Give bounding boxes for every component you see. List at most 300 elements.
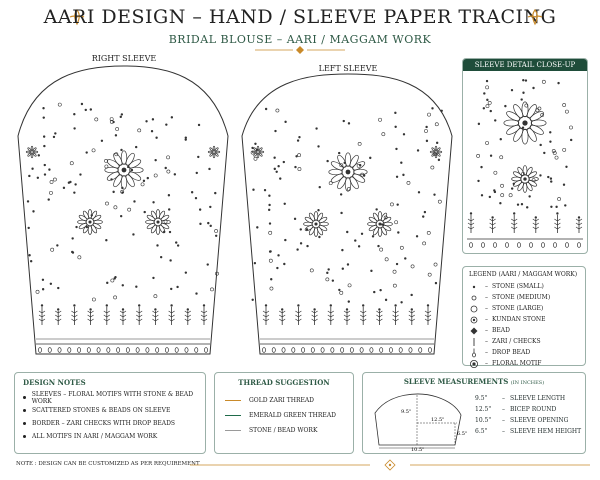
legend-item (469, 336, 579, 347)
footer-note: NOTE : DESIGN CAN BE CUSTOMIZED AS PER REQUIREMENT (16, 461, 200, 467)
legend-item (469, 358, 579, 369)
scatter-stone (70, 162, 73, 165)
design-note-item (23, 430, 197, 443)
legend-item-label: BEAD (492, 327, 510, 334)
scatter-stone (346, 231, 348, 233)
floral-motif (504, 102, 546, 144)
scatter-stone (44, 164, 46, 166)
measurement-item (475, 428, 581, 439)
scatter-stone (73, 113, 75, 115)
scatter-stone (58, 103, 61, 106)
scatter-stone (438, 159, 440, 161)
scatter-stone (115, 134, 117, 136)
measurement-item (475, 406, 581, 417)
scatter-stone (168, 194, 170, 196)
page-subtitle: BRIDAL BLOUSE – AARI / MAGGAM WORK (168, 33, 432, 46)
scatter-stone (43, 107, 45, 109)
legend-item (469, 325, 579, 336)
scatter-stone (434, 194, 436, 196)
scatter-stone (44, 174, 46, 176)
scatter-stone (342, 268, 344, 270)
scatter-stone (436, 142, 438, 144)
scatter-stone (494, 119, 496, 121)
scatter-stone (252, 299, 254, 301)
scatter-stone (348, 301, 350, 303)
scatter-stone (157, 245, 159, 247)
scatter-stone (49, 169, 51, 171)
drop-bead-row (262, 348, 431, 353)
scatter-stone (53, 136, 55, 138)
scatter-stone (396, 176, 398, 178)
scatter-stone (404, 258, 406, 260)
scatter-stone (403, 133, 405, 135)
scatter-stone (564, 205, 566, 207)
scatter-stone (396, 148, 398, 150)
measurement-value: 10.5" (475, 417, 492, 424)
design-note-text: SCATTERED STONES & BEADS ON SLEEVE (32, 407, 171, 414)
scatter-stone (565, 110, 568, 113)
legend-item (469, 347, 579, 358)
scatter-stone (424, 129, 427, 132)
legend-dash: – (485, 283, 488, 290)
scatter-stone (338, 152, 340, 154)
scatter-stone (341, 249, 343, 251)
scatter-stone (120, 215, 122, 217)
scatter-stone (376, 209, 378, 211)
sleeve-detail-title: SLEEVE DETAIL CLOSE-UP (463, 59, 587, 71)
measurements-unit: (IN INCHES) (510, 380, 545, 386)
scatter-stone (540, 175, 542, 177)
floral-motif (105, 151, 143, 189)
stone-small-icon (469, 282, 479, 292)
scatter-stone (138, 129, 141, 132)
scatter-stone (500, 156, 503, 159)
subtitle-ornament-divider (255, 46, 345, 54)
legend-dash: – (485, 305, 488, 312)
floral-motif (368, 212, 393, 237)
measurement-label: BICEP ROUND (510, 406, 557, 413)
bullet-icon (23, 422, 26, 425)
scatter-stone (393, 270, 396, 273)
scatter-stone (169, 231, 171, 233)
scatter-stone (50, 283, 52, 285)
right-sleeve-tracing (14, 64, 232, 366)
scatter-stone (522, 79, 524, 81)
design-notes-panel (14, 372, 206, 454)
scatter-stone (385, 258, 388, 261)
legend-item-label: DROP BEAD (492, 349, 531, 356)
scatter-stone (483, 93, 485, 95)
scatter-stone (154, 295, 157, 298)
scatter-stone (372, 235, 374, 237)
scatter-stone (422, 216, 424, 218)
scatter-stone (276, 171, 278, 173)
design-note-text: SLEEVES – FLORAL MOTIFS WITH STONE & BEAD WORK (31, 390, 194, 405)
scatter-stone (424, 211, 426, 213)
scatter-stone (133, 234, 135, 236)
design-note-item (23, 417, 197, 430)
legend-item-label: ZARI / CHECKS (492, 338, 541, 345)
scatter-stone (403, 174, 405, 176)
measurement-label: SLEEVE OPENING (510, 417, 569, 424)
scatter-stone (298, 167, 301, 170)
measurement-item (475, 395, 581, 406)
scatter-stone (270, 251, 272, 253)
scatter-stone (397, 204, 399, 206)
scatter-stone (407, 181, 410, 184)
scatter-stone (485, 141, 488, 144)
scatter-stone (478, 180, 480, 182)
scatter-stone (316, 128, 318, 130)
bullet-icon (23, 409, 26, 412)
scatter-stone (191, 191, 193, 193)
scatter-stone (171, 116, 173, 118)
bullet-icon (23, 435, 26, 438)
scatter-stone (42, 279, 44, 281)
scatter-stone (155, 159, 157, 161)
scatter-stone (185, 139, 187, 141)
scatter-stone (431, 166, 434, 169)
scatter-stone (385, 299, 387, 301)
right-sleeve-label: RIGHT SLEEVE (91, 54, 157, 63)
scatter-stone (553, 151, 556, 154)
scatter-stone (90, 109, 92, 111)
scatter-stone (296, 155, 298, 157)
scatter-stone (141, 183, 144, 186)
scatter-stone (521, 203, 523, 205)
scatter-stone (199, 209, 201, 211)
scatter-stone (210, 288, 213, 291)
scatter-stone (426, 140, 428, 142)
scatter-stone (517, 204, 519, 206)
measurements-title: SLEEVE MEASUREMENTS (403, 377, 509, 386)
scatter-stone (168, 209, 170, 211)
floral-motif (430, 146, 442, 158)
scatter-stone (298, 154, 301, 157)
sleeve-measurement-diagram (369, 387, 468, 453)
thread-item (225, 393, 343, 408)
measurement-value: 6.5" (475, 428, 488, 435)
scatter-stone (53, 178, 56, 181)
scatter-stone (490, 155, 492, 157)
scatter-stone (153, 277, 155, 279)
scatter-stone (558, 82, 560, 84)
scatter-stone (300, 229, 302, 231)
scatter-stone (81, 103, 83, 105)
scatter-stone (566, 166, 568, 168)
scatter-stone (196, 293, 198, 295)
scatter-stone (198, 124, 200, 126)
scatter-stone (341, 212, 343, 214)
scatter-stone (70, 181, 72, 183)
scatter-stone (207, 264, 209, 266)
thread-color-swatch (225, 415, 241, 416)
scatter-stone (75, 184, 77, 186)
scatter-stone (175, 242, 177, 244)
legend-dash: – (485, 338, 488, 345)
scatter-stone (428, 273, 431, 276)
scatter-stone (400, 162, 402, 164)
scatter-stone (122, 192, 124, 194)
scatter-stone (526, 206, 528, 208)
scatter-stone (27, 201, 29, 203)
scatter-stone (499, 202, 501, 204)
thread-label: GOLD ZARI THREAD (249, 397, 314, 404)
scatter-stone (209, 168, 211, 170)
left-sleeve-tracing (238, 72, 456, 366)
scatter-stone (318, 146, 320, 148)
legend-item (469, 281, 579, 292)
scatter-stone (397, 232, 399, 234)
legend-panel (462, 266, 586, 366)
design-note-text: ALL MOTIFS IN AARI / MAGGAM WORK (32, 433, 158, 440)
bead-icon (469, 326, 479, 336)
scatter-stone (274, 168, 276, 170)
scatter-stone (275, 130, 277, 132)
scatter-stone (563, 148, 566, 151)
legend-item-label: KUNDAN STONE (492, 316, 546, 323)
scatter-stone (380, 248, 383, 251)
scatter-stone (270, 278, 272, 280)
scatter-stone (326, 272, 328, 274)
measurement-label: SLEEVE LENGTH (510, 395, 566, 402)
scatter-stone (177, 245, 179, 247)
scatter-stone (504, 105, 506, 107)
legend-dash: – (485, 360, 488, 367)
scatter-stone (101, 140, 103, 142)
scatter-stone (481, 194, 483, 196)
scatter-stone (215, 235, 217, 237)
scatter-stone (378, 118, 381, 121)
design-note-text: BORDER – ZARI CHECKS WITH DROP BEADS (32, 420, 175, 427)
scatter-stone (543, 152, 545, 154)
scatter-stone (326, 278, 329, 281)
sleeve-detail-panel (462, 58, 588, 254)
scatter-stone (105, 239, 107, 241)
scatter-stone (144, 211, 146, 213)
scatter-stone (417, 150, 419, 152)
scatter-stone (49, 191, 52, 194)
scatter-stone (278, 165, 280, 167)
legend-title: LEGEND (AARI / MAGGAM WORK) (469, 271, 578, 278)
scatter-stone (252, 147, 254, 149)
thread-color-swatch (225, 430, 241, 431)
scatter-stone (382, 133, 385, 136)
zari-check-icon (469, 337, 479, 347)
scatter-stone (86, 226, 88, 228)
scatter-stone (270, 287, 273, 290)
scatter-stone (134, 201, 136, 203)
scatter-stone (550, 178, 552, 180)
scatter-stone (393, 284, 396, 287)
scatter-stone (540, 144, 542, 146)
scatter-stone (51, 248, 54, 251)
thread-label: EMERALD GREEN THREAD (249, 412, 336, 419)
footer-ornament-divider (190, 460, 590, 470)
floral-motif (329, 153, 367, 191)
scatter-stone (207, 222, 209, 224)
scatter-stone (486, 105, 489, 108)
scatter-stone (200, 223, 202, 225)
scatter-stone (167, 170, 170, 173)
scatter-stone (106, 282, 108, 284)
scatter-stone (285, 121, 287, 123)
scatter-stone (299, 136, 301, 138)
scatter-stone (254, 157, 257, 160)
scatter-stone (361, 233, 363, 235)
scatter-stone (426, 126, 428, 128)
sleeve-detail-drawing (463, 71, 587, 251)
scatter-stone (411, 265, 414, 268)
legend-dash: – (485, 316, 488, 323)
scatter-stone (185, 272, 187, 274)
scatter-stone (380, 289, 382, 291)
scatter-stone (210, 225, 212, 227)
scatter-stone (214, 192, 216, 194)
scatter-stone (153, 201, 155, 203)
legend-item-label: FLORAL MOTIF (492, 360, 542, 367)
scatter-stone (269, 223, 271, 225)
scatter-stone (486, 99, 488, 101)
scatter-stone (297, 249, 299, 251)
diagram-hem-label: 6.5" (457, 431, 468, 437)
scatter-stone (152, 118, 154, 120)
diagram-bicep-label: 12.5" (431, 417, 445, 423)
scatter-stone (113, 296, 116, 299)
scatter-stone (72, 237, 74, 239)
scatter-stone (196, 172, 198, 174)
scatter-stone (358, 245, 360, 247)
scatter-stone (264, 189, 266, 191)
scatter-stone (121, 149, 123, 151)
stone-large-icon (469, 304, 479, 314)
scatter-stone (570, 139, 572, 141)
scatter-stone (254, 262, 256, 264)
scatter-stone (358, 142, 361, 145)
bullet-icon (23, 396, 26, 399)
scatter-stone (50, 180, 53, 183)
scatter-stone (105, 202, 108, 205)
scatter-stone (423, 242, 426, 245)
thread-item (225, 423, 343, 438)
scatter-stone (294, 218, 296, 220)
scatter-stone (521, 99, 523, 101)
scatter-stone (56, 245, 58, 247)
scatter-stone (486, 80, 488, 82)
legend-item-label: STONE (MEDIUM) (492, 294, 551, 301)
floral-motif (26, 146, 38, 158)
scatter-stone (284, 203, 286, 205)
scatter-stone (121, 114, 123, 116)
left-sleeve-label: LEFT SLEEVE (318, 64, 378, 73)
scatter-stone (80, 174, 82, 176)
scatter-stone (395, 126, 397, 128)
drop-bead-row (38, 348, 207, 353)
scatter-stone (36, 290, 39, 293)
scatter-stone (28, 175, 30, 177)
scatter-stone (538, 107, 541, 110)
zari-border (263, 304, 431, 325)
scatter-stone (501, 194, 504, 197)
scatter-stone (427, 113, 430, 116)
legend-item-label: STONE (LARGE) (492, 305, 544, 312)
scatter-stone (63, 187, 65, 189)
thread-item (225, 408, 343, 423)
scatter-stone (343, 120, 345, 122)
scatter-stone (569, 126, 572, 129)
scatter-stone (253, 189, 255, 191)
kundan-stone-icon (469, 315, 479, 325)
scatter-stone (30, 260, 32, 262)
scatter-stone (78, 256, 81, 259)
scatter-stone (185, 137, 187, 139)
scatter-stone (122, 284, 124, 286)
zari-border (39, 304, 207, 325)
scatter-stone (369, 157, 371, 159)
scatter-stone (382, 224, 384, 226)
measurement-dash: – (502, 428, 505, 435)
scatter-stone (418, 191, 420, 193)
scatter-stone (37, 177, 39, 179)
scatter-stone (552, 149, 555, 152)
scatter-stone (435, 123, 438, 126)
scatter-stone (488, 101, 491, 104)
scatter-stone (92, 298, 95, 301)
scatter-stone (151, 130, 153, 132)
scatter-stone (214, 229, 217, 232)
scatter-stone (434, 263, 437, 266)
scatter-stone (269, 259, 272, 262)
scatter-stone (441, 110, 443, 112)
measurement-item (475, 417, 581, 428)
scatter-stone (509, 194, 512, 197)
scatter-stone (48, 199, 50, 201)
scatter-stone (478, 123, 480, 125)
scatter-stone (511, 188, 513, 190)
scatter-stone (128, 208, 131, 211)
measurement-dash: – (502, 417, 505, 424)
scatter-stone (340, 291, 343, 294)
scatter-stone (135, 286, 137, 288)
scatter-stone (332, 280, 334, 282)
scatter-stone (435, 282, 437, 284)
design-note-item (23, 404, 197, 417)
legend-dash: – (485, 327, 488, 334)
floral-motif-icon (469, 359, 479, 369)
legend-item (469, 292, 579, 303)
scatter-stone (71, 251, 73, 253)
scatter-stone (306, 229, 308, 231)
scatter-stone (113, 191, 115, 193)
scatter-stone (43, 117, 45, 119)
scatter-stone (255, 143, 257, 145)
drop-bead-row (469, 243, 580, 248)
scatter-stone (318, 209, 320, 211)
design-note-item (23, 391, 197, 404)
zari-border (468, 212, 582, 233)
scatter-stone (338, 289, 340, 291)
scatter-stone (73, 192, 75, 194)
page-title: AARI DESIGN – HAND / SLEEVE PAPER TRACING (43, 6, 557, 28)
scatter-stone (276, 109, 279, 112)
scatter-stone (328, 269, 330, 271)
scatter-stone (174, 173, 176, 175)
scatter-stone (340, 194, 342, 196)
scatter-stone (135, 146, 137, 148)
measurements-panel (362, 372, 586, 454)
scatter-stone (28, 227, 30, 229)
scatter-stone (359, 164, 361, 166)
